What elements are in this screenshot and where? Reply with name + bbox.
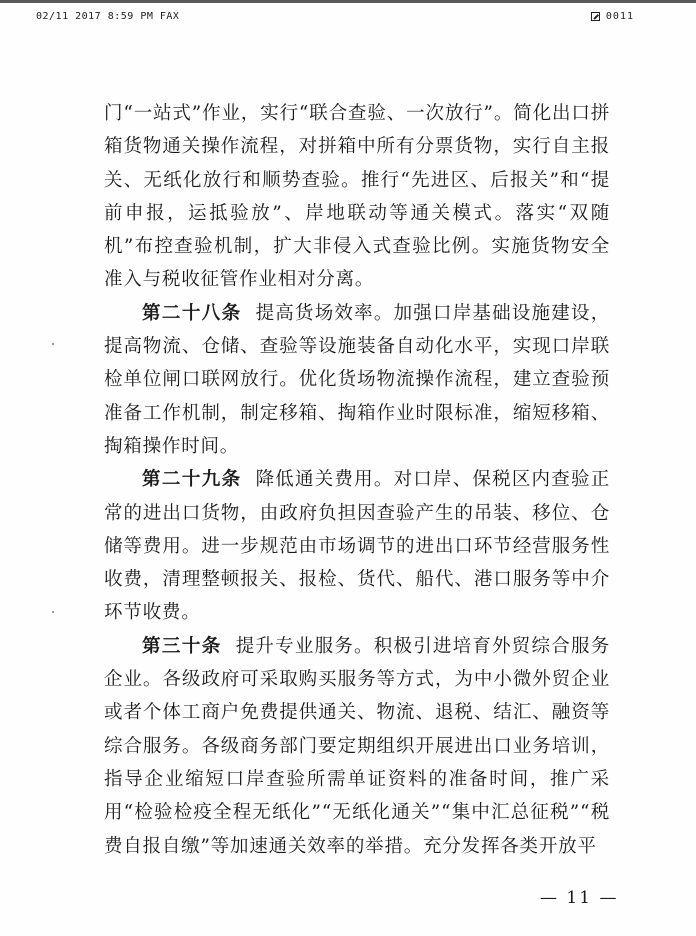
scan-speck	[52, 611, 54, 613]
paragraph-text: 降低通关费用。对口岸、保税区内查验正常的进出口货物，由政府负担因查验产生的吊装、移位、仓储等费用。进一步规范由市场调节的进出口环节经营服务性收费，清理整顿报关、报检、货代、船代、港口服务等中介环节收费。	[104, 469, 610, 624]
article-heading: 第二十八条	[142, 302, 242, 324]
article-heading: 第三十条	[142, 635, 222, 657]
fax-header-page	[591, 11, 634, 22]
fax-page-icon	[591, 12, 600, 21]
paragraph-article-29	[104, 463, 610, 629]
paragraph-article-30	[104, 630, 610, 863]
paragraph-continuation	[104, 97, 610, 297]
scan-speck	[52, 343, 54, 345]
article-heading: 第二十九条	[142, 469, 242, 491]
paragraph-text: 提高货场效率。加强口岸基础设施建设，提高物流、仓储、查验等设施装备自动化水平，实现口岸联检单位闸口联网放行。优化货场物流操作流程，建立查验预准备工作机制，制定移箱、掏箱作业时限标准，缩短移箱、掏箱操作时间。	[104, 302, 610, 457]
page-number: — 11 —	[540, 888, 619, 908]
fax-header-timestamp: 02/11 2017 8:59 PM FAX	[36, 11, 180, 22]
paragraph-article-28	[104, 297, 610, 463]
fax-page-code: 0011	[605, 11, 634, 22]
document-body	[104, 97, 610, 863]
scan-top-edge	[0, 0, 696, 3]
paragraph-text: 门“一站式”作业，实行“联合查验、一次放行”。简化出口拼箱货物通关操作流程，对拼箱中所有分票货物，实行自主报关、无纸化放行和顺势查验。推行“先进区、后报关”和“提前申报，运抵验放”、岸地联动等通关模式。落实“双随机”布控查验机制，扩大非侵入式查验比例。实施货物安全准入与税收征管作业相对分离。	[104, 103, 610, 291]
paragraph-text: 提升专业服务。积极引进培育外贸综合服务企业。各级政府可采取购买服务等方式，为中小微外贸企业或者个体工商户免费提供通关、物流、退税、结汇、融资等综合服务。各级商务部门要定期组织开展进出口业务培训，指导企业缩短口岸查验所需单证资料的准备时间，推广采用“检验检疫全程无纸化”“无纸化通关”“集中汇总征税”“税费自报自缴”等加速通关效率的举措。充分发挥各类开放平	[104, 635, 610, 857]
